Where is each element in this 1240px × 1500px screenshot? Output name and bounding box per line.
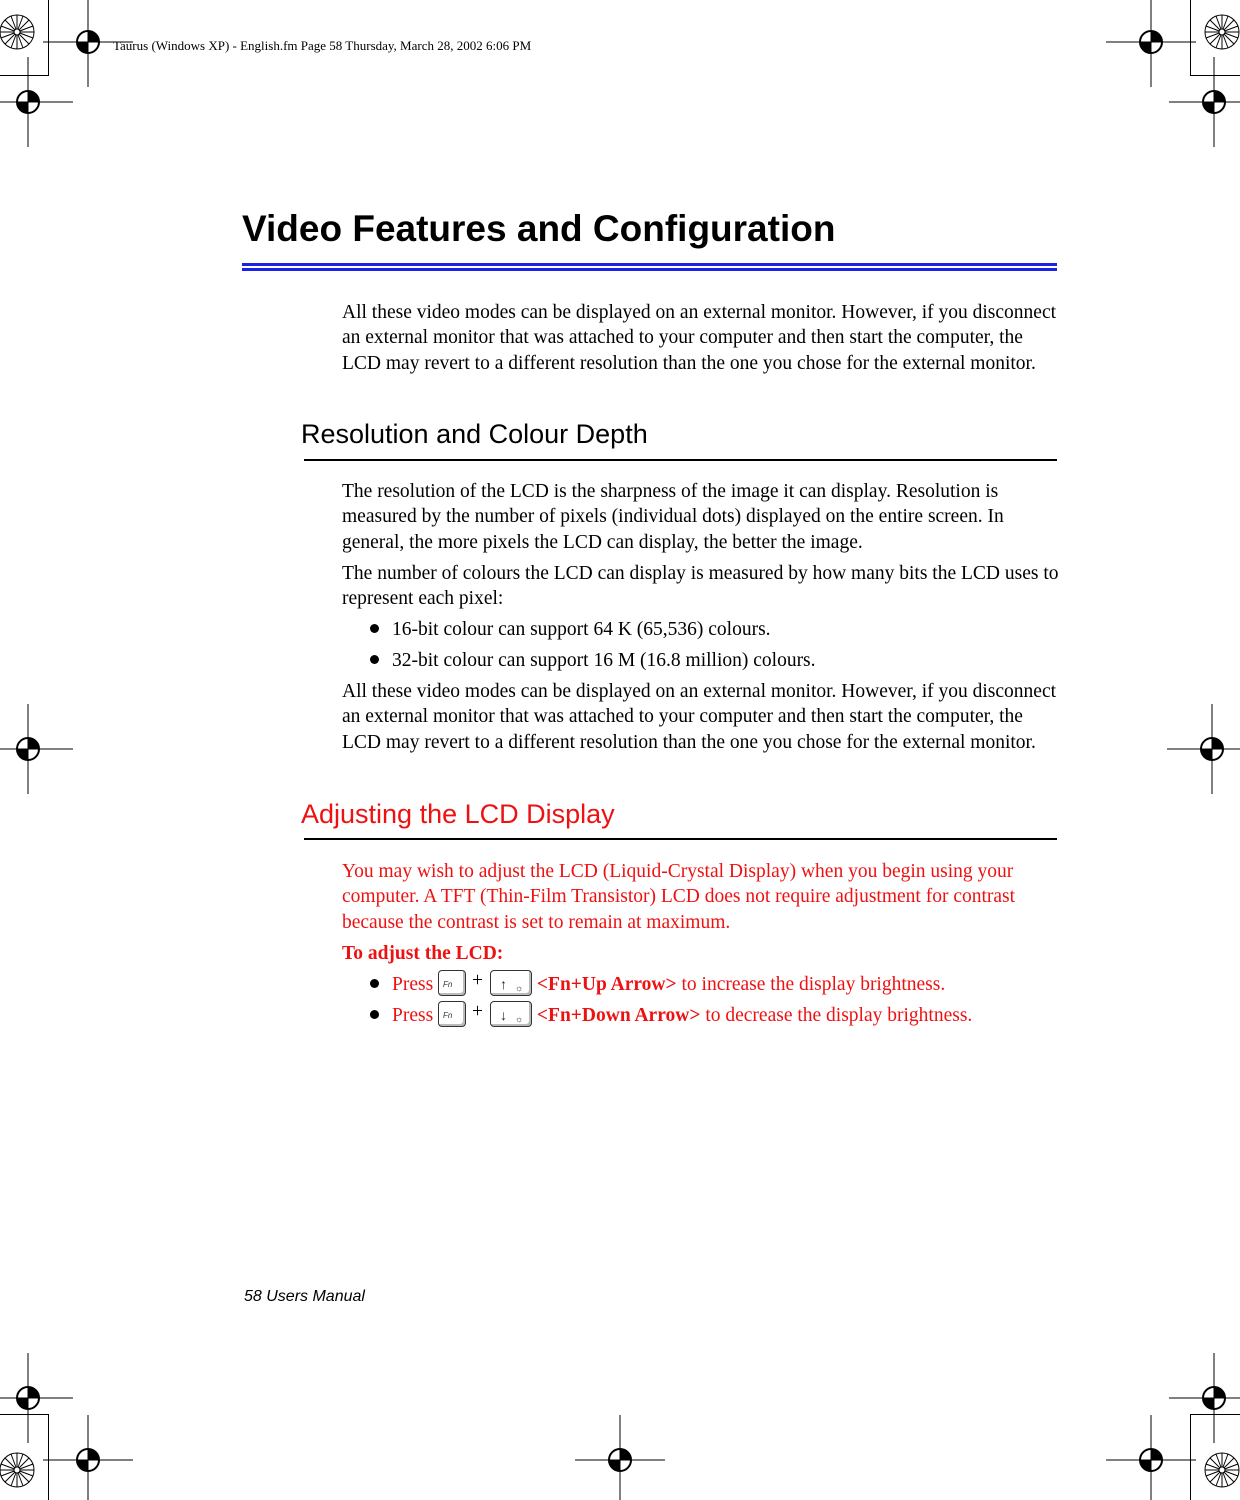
file-info-header: Taurus (Windows XP) - English.fm Page 58 Thursday, March 28, 2002 6:06 PM xyxy=(113,38,532,53)
bullet-dot xyxy=(370,655,379,664)
section-heading-adjusting: Adjusting the LCD Display xyxy=(301,799,615,829)
external-monitor-paragraph: All these video modes can be displayed on an external monitor. However, if you disconnect an external monitor that was attached to your computer and then start the computer, the LCD may revert to a different resolution than the one you chose for the external monitor. xyxy=(342,681,1057,753)
section-rule xyxy=(304,838,1057,840)
section-heading-resolution: Resolution and Colour Depth xyxy=(301,419,648,449)
bullet-dot xyxy=(370,1010,379,1019)
title-rule-bottom xyxy=(242,268,1057,271)
resolution-paragraph: The resolution of the LCD is the sharpness of the image it can display. Resolution is measured by the number of pixels (individual dots) displayed on the entire screen. In general, the more pixels the LCD can display, the better the image. xyxy=(342,481,1004,553)
bullet-dot xyxy=(370,624,379,633)
down-arrow-key-icon: ↓ ☼ xyxy=(490,1001,532,1027)
list-item: 16-bit colour can support 64 K (65,536) colours. xyxy=(370,617,771,642)
intro-paragraph: All these video modes can be displayed on an external monitor. However, if you disconnect an external monitor that was attached to your computer and then start the computer, the LCD may revert to a different resolution than the one you chose for the external monitor. xyxy=(342,302,1057,374)
list-item: 32-bit colour can support 16 M (16.8 million) colours. xyxy=(370,648,816,673)
title-rule-top xyxy=(242,263,1057,266)
page-title: Video Features and Configuration xyxy=(242,208,836,249)
procedure-label: To adjust the LCD: xyxy=(342,943,504,964)
colour-depth-paragraph: The number of colours the LCD can display is measured by how many bits the LCD uses to represent each pixel: xyxy=(342,563,1059,610)
section-rule xyxy=(304,459,1057,461)
page-footer: 58 Users Manual xyxy=(244,1288,365,1305)
bullet-dot xyxy=(370,979,379,988)
up-arrow-key-icon: ↑ ☼ xyxy=(490,970,532,996)
fn-key-icon: Fn xyxy=(438,970,466,996)
list-item: Press Fn + ↓ ☼ <Fn+Down Arrow> to decrease the display brightness. xyxy=(370,1003,972,1030)
fn-key-icon: Fn xyxy=(438,1001,466,1027)
list-item: Press Fn + ↑ ☼ <Fn+Up Arrow> to increase the display brightness. xyxy=(370,972,945,999)
adjust-paragraph: You may wish to adjust the LCD (Liquid-Crystal Display) when you begin using your computer. A TFT (Thin-Film Transistor) LCD does not require adjustment for contrast because the contrast is set to remain at maximum. xyxy=(342,861,1016,933)
